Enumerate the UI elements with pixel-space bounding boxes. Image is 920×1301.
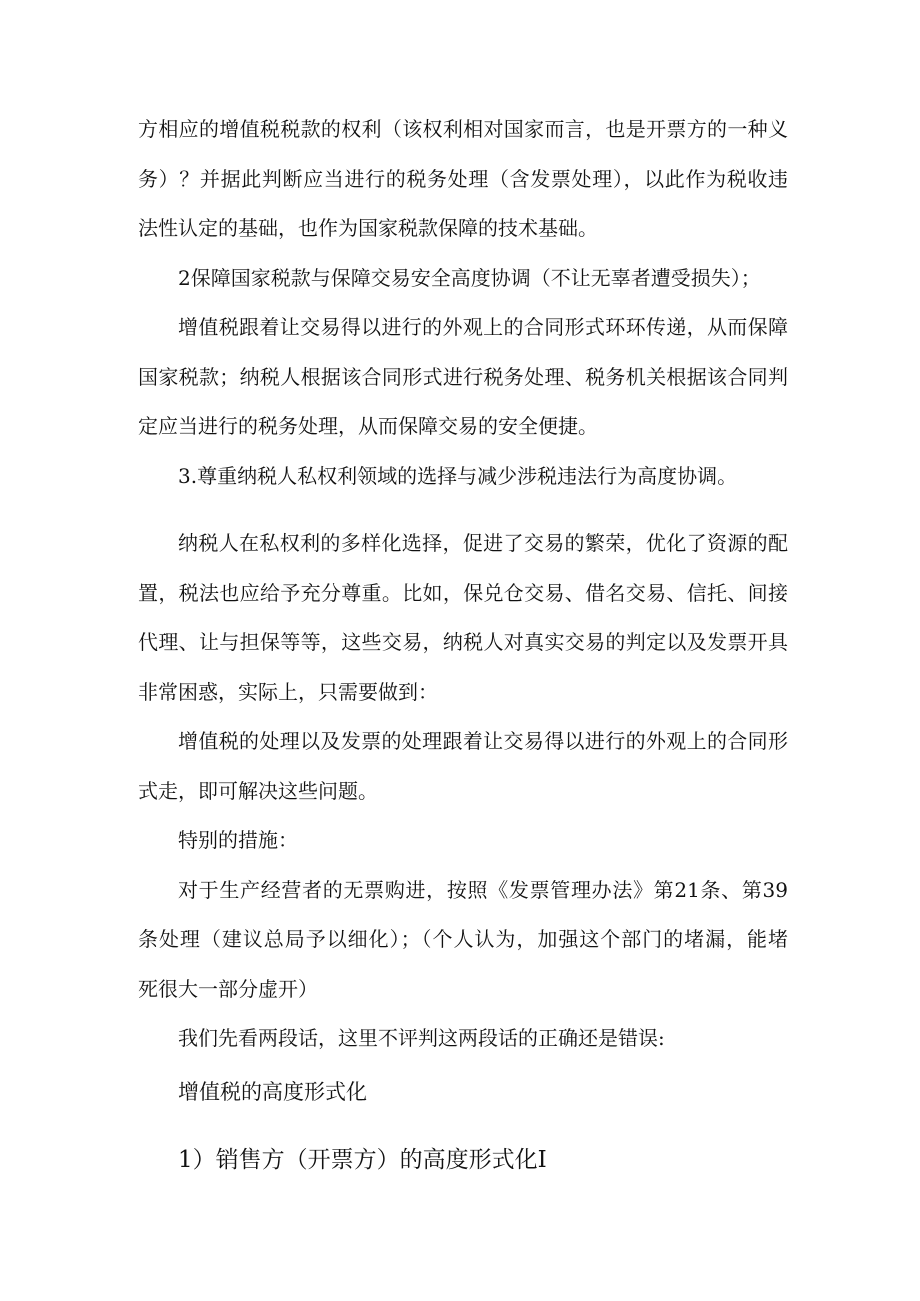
paragraph-line: 代理、让与担保等等，这些交易，纳税人对真实交易的判定以及发票开具 [138, 630, 788, 654]
paragraph-line: 对于生产经营者的无票购进，按照《发票管理办法》第21条、第39 [178, 878, 788, 902]
paragraph-line: 死很大一部分虚开） [138, 977, 318, 1001]
paragraph-line: 法性认定的基础，也作为国家税款保障的技术基础。 [138, 216, 598, 240]
list-item-2: 2保障国家税款与保障交易安全高度协调（不让无辜者遭受损失）； [178, 266, 761, 290]
paragraph-line: 条处理（建议总局予以细化）；（个人认为，加强这个部门的堵漏，能堵 [138, 927, 788, 951]
paragraph-line: 定应当进行的税务处理，从而保障交易的安全便捷。 [138, 414, 598, 438]
subsection-heading: 1）销售方（开票方）的高度形式化I [178, 1147, 547, 1173]
paragraph-line: 式走，即可解决这些问题。 [138, 779, 378, 803]
paragraph-line: 非常困惑，实际上，只需要做到： [138, 680, 438, 704]
section-heading: 增值税的高度形式化 [178, 1080, 367, 1104]
paragraph-line: 特别的措施： [178, 828, 298, 852]
paragraph-line: 增值税的处理以及发票的处理跟着让交易得以进行的外观上的合同形 [178, 729, 788, 753]
paragraph-line: 置，税法也应给予充分尊重。比如，保兑仓交易、借名交易、信托、间接 [138, 581, 788, 605]
paragraph-line: 增值税跟着让交易得以进行的外观上的合同形式环环传递，从而保障 [178, 315, 788, 339]
list-item-3: 3.尊重纳税人私权利领域的选择与减少涉税违法行为高度协调。 [178, 464, 738, 488]
paragraph-line: 务）？并据此判断应当进行的税务处理（含发票处理），以此作为税收违 [138, 167, 788, 191]
paragraph-line: 我们先看两段话，这里不评判这两段话的正确还是错误: [178, 1026, 665, 1050]
paragraph-line: 国家税款；纳税人根据该合同形式进行税务处理、税务机关根据该合同判 [138, 365, 788, 389]
paragraph-line: 方相应的增值税税款的权利（该权利相对国家而言，也是开票方的一种义 [138, 117, 788, 141]
paragraph-line: 纳税人在私权利的多样化选择，促进了交易的繁荣，优化了资源的配 [178, 531, 788, 555]
